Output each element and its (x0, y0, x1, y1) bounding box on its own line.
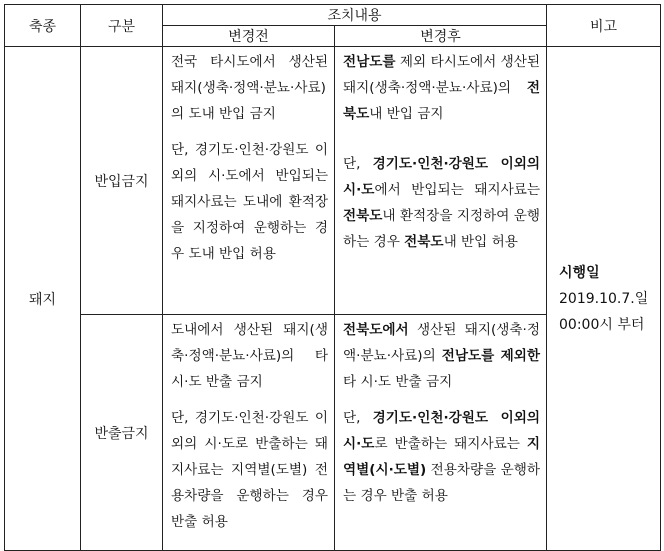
species-cell: 돼지 (5, 47, 81, 551)
after-import-ban (335, 47, 547, 315)
before-import-p1: 전국 타시도에서 생산된 돼지(생축·정액·분뇨·사료)의 도내 반입 금지 (171, 54, 328, 122)
before-import-p2: 단, 경기도·인천·강원도 이외의 시·도에서 반입되는 돼지사료는 도내에 환적장을 지정하여 운행하는 경우 도내 반입 허용 (171, 142, 328, 262)
header-category: 구분 (81, 5, 163, 47)
before-export-ban (163, 315, 335, 551)
category-import-ban: 반입금지 (81, 47, 163, 315)
after-export-p1: 전북도에서 생산된 돼지(생축·정액·분뇨·사료)의 전남도를 제외한 타 시·도 반출 금지 (343, 322, 541, 390)
remarks-date: 2019.10.7.일 (559, 290, 649, 307)
after-export-ban (335, 315, 547, 551)
remarks-label: 시행일 (559, 264, 600, 281)
header-remarks: 비고 (547, 5, 661, 47)
measures-table (4, 4, 661, 551)
after-import-p1: 전남도를 제외 타시도에서 생산된 돼지(생축·정액·분뇨·사료)의 전북도내 반입 금지 (343, 54, 541, 122)
remarks-cell (547, 47, 661, 551)
category-export-ban: 반출금지 (81, 315, 163, 551)
after-export-p2: 단, 경기도·인천·강원도 이외의 시·도로 반출하는 돼지사료는 지역별(시·도별) 전용차량을 운행하는 경우 반출 허용 (343, 410, 541, 504)
header-measures: 조치내용 (163, 5, 547, 26)
remarks-time: 00:00시 부터 (559, 316, 645, 333)
measures-table-container (4, 4, 660, 545)
after-import-p2: 단, 경기도·인천·강원도 이외의 시·도에서 반입되는 돼지사료는 전북도내 환적장을 지정하여 운행하는 경우 전북도내 반입 허용 (343, 156, 541, 250)
header-after: 변경후 (335, 26, 547, 47)
before-import-ban (163, 47, 335, 315)
header-species: 축종 (5, 5, 81, 47)
before-export-p2: 단, 경기도·인천·강원도 이외의 시·도로 반출하는 돼지사료는 지역별(도별) 전용차량을 운행하는 경우 반출 허용 (171, 410, 328, 530)
header-before: 변경전 (163, 26, 335, 47)
before-export-p1: 도내에서 생산된 돼지(생축·정액·분뇨·사료)의 타 시·도 반출 금지 (171, 322, 328, 390)
